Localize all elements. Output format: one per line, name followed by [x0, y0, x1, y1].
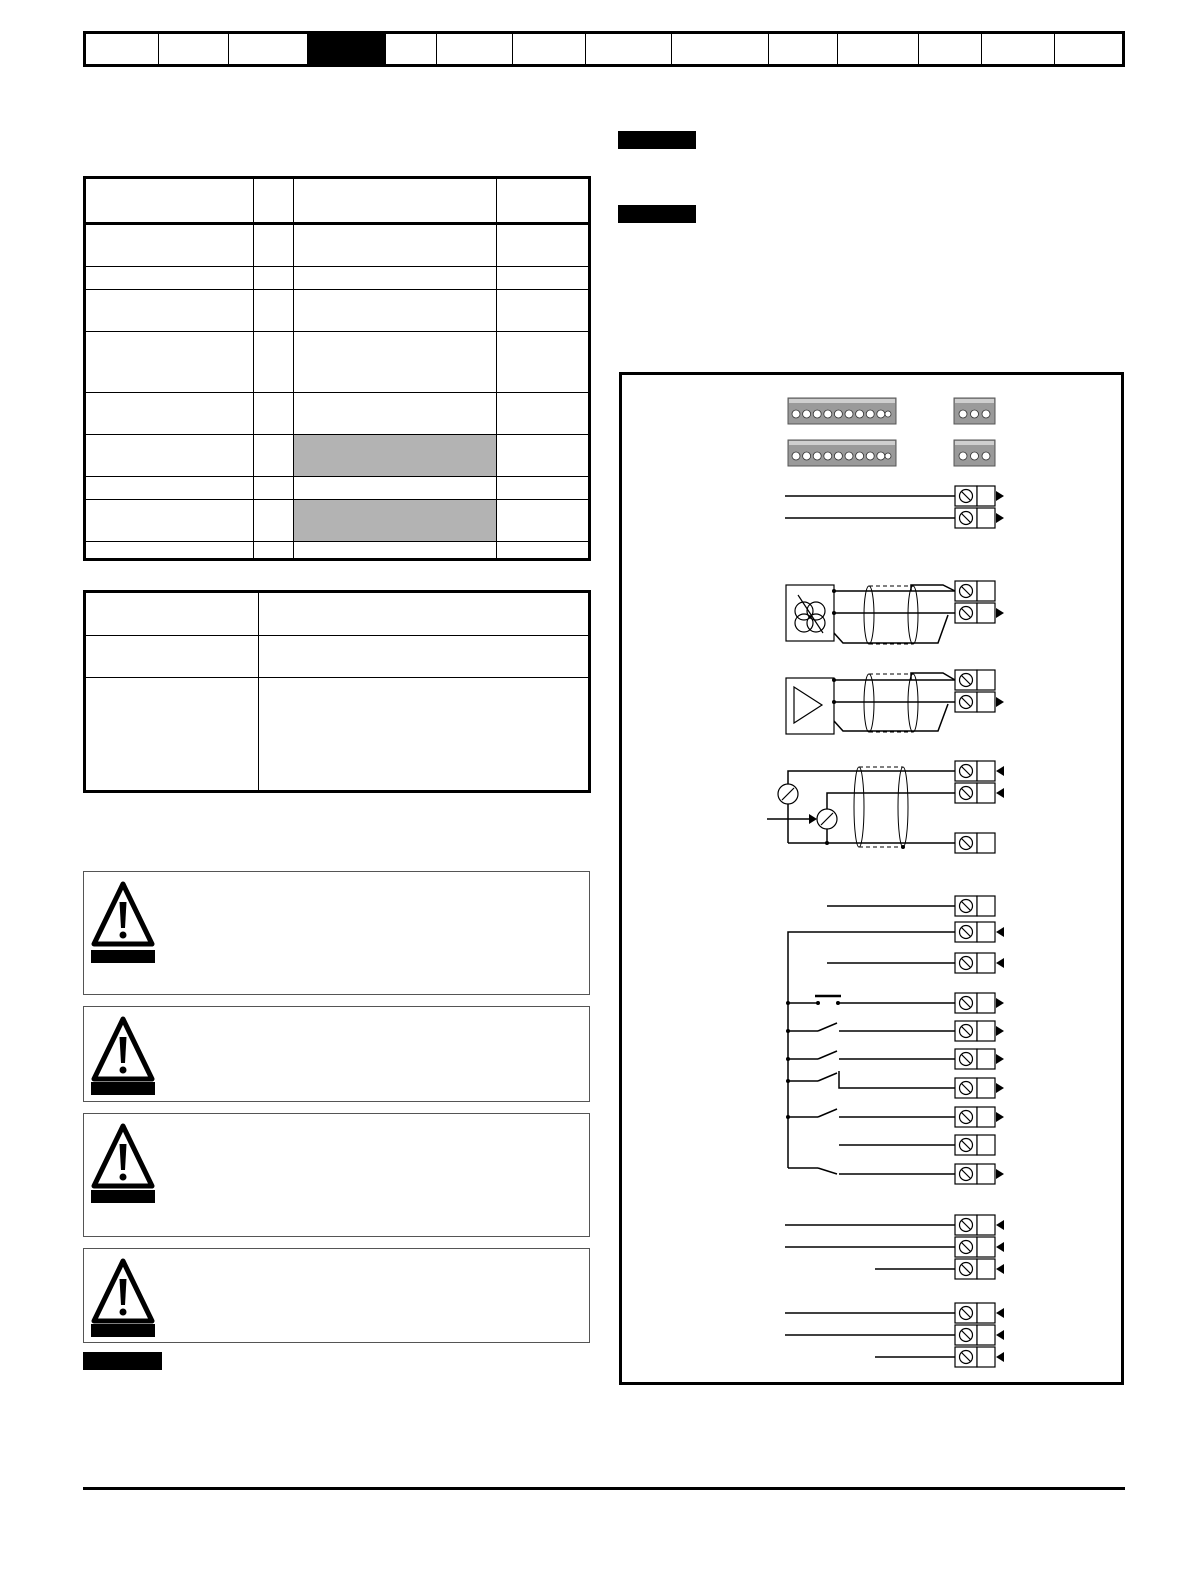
- table-header-cell: [259, 593, 588, 635]
- table-row: [86, 542, 588, 558]
- arrow-left-icon: [996, 1330, 1004, 1340]
- arrow-right-icon: [996, 697, 1004, 707]
- warning-caption: [91, 1190, 155, 1203]
- specification-table: [83, 176, 591, 561]
- table-cell: [86, 678, 259, 790]
- connector-block-icon: [788, 440, 896, 466]
- arrow-left-icon: [996, 788, 1004, 798]
- warning-caption: [91, 1082, 155, 1095]
- nav-tab-4-active[interactable]: [307, 34, 386, 64]
- table-cell: [294, 477, 497, 499]
- warning-triangle-icon: [90, 880, 156, 960]
- wiring-diagram: [619, 372, 1124, 1385]
- arrow-right-icon: [996, 1054, 1004, 1064]
- current-source-icon: [786, 585, 834, 641]
- nav-tab-12[interactable]: [918, 34, 982, 64]
- terminal-icon: [955, 761, 995, 781]
- nav-tab-8[interactable]: [585, 34, 672, 64]
- table-header-cell: [497, 179, 588, 222]
- table-cell: [294, 225, 497, 266]
- table-cell: [259, 636, 588, 677]
- terminal-icon: [955, 922, 995, 942]
- table-cell: [86, 332, 254, 392]
- table-cell: [86, 477, 254, 499]
- arrow-left-icon: [996, 1352, 1004, 1362]
- table-cell: [497, 225, 588, 266]
- table-cell: [497, 332, 588, 392]
- table-cell: [259, 678, 588, 790]
- terminal-icon: [955, 993, 995, 1013]
- table-header-cell: [254, 179, 294, 222]
- arrow-right-icon: [996, 1112, 1004, 1122]
- note-label-bottom: [83, 1352, 162, 1370]
- chapter-nav: [83, 31, 1125, 67]
- table-cell: [294, 267, 497, 289]
- warning-caption: [91, 1324, 155, 1337]
- table-cell: [497, 267, 588, 289]
- terminal-icon: [955, 1164, 995, 1184]
- table-cell: [294, 332, 497, 392]
- nav-tab-10[interactable]: [768, 34, 838, 64]
- table-header: [86, 593, 588, 636]
- terminal-icon: [955, 486, 995, 506]
- table-row: [86, 332, 588, 393]
- terminal-icon: [955, 508, 995, 528]
- table-cell: [254, 435, 294, 476]
- table-header-cell: [294, 179, 497, 222]
- nav-tab-13[interactable]: [981, 34, 1055, 64]
- nav-tab-7[interactable]: [512, 34, 586, 64]
- nav-tab-11[interactable]: [837, 34, 919, 64]
- terminal-icon: [955, 833, 995, 853]
- arrow-right-icon: [996, 1169, 1004, 1179]
- arrow-right-icon: [996, 491, 1004, 501]
- table-row: [86, 393, 588, 435]
- wiring-diagram-svg: [622, 375, 1121, 1382]
- table-header: [86, 179, 588, 225]
- table-cell: [254, 542, 294, 558]
- table-row: [86, 225, 588, 267]
- table-header-cell: [86, 593, 259, 635]
- terminal-icon: [955, 581, 995, 601]
- table-cell-shaded: [294, 500, 497, 541]
- terminal-icon: [955, 896, 995, 916]
- terminal-icon: [955, 1259, 995, 1279]
- table-cell: [254, 477, 294, 499]
- connector-block-icon: [788, 398, 896, 424]
- table-cell: [86, 290, 254, 331]
- warning-box: [83, 1113, 590, 1237]
- arrow-left-icon: [996, 1242, 1004, 1252]
- table-cell: [254, 290, 294, 331]
- terminal-icon: [955, 953, 995, 973]
- arrow-right-icon: [996, 998, 1004, 1008]
- table-header-cell: [86, 179, 254, 222]
- terminal-icon: [955, 603, 995, 623]
- table-cell: [497, 542, 588, 558]
- table-cell: [254, 332, 294, 392]
- table-cell: [294, 290, 497, 331]
- table-cell: [497, 290, 588, 331]
- nav-tab-1[interactable]: [86, 34, 159, 64]
- amplifier-icon: [786, 678, 834, 734]
- warning-box: [83, 1006, 590, 1102]
- terminal-icon: [955, 1049, 995, 1069]
- arrow-right-icon: [996, 513, 1004, 523]
- table-cell: [86, 393, 254, 434]
- arrow-left-icon: [996, 958, 1004, 968]
- table-cell: [86, 500, 254, 541]
- table-row: [86, 500, 588, 542]
- terminal-icon: [955, 1215, 995, 1235]
- table-row: [86, 435, 588, 477]
- terminal-icon: [955, 692, 995, 712]
- nav-tab-3[interactable]: [228, 34, 308, 64]
- arrow-right-icon: [996, 1026, 1004, 1036]
- terminal-icon: [955, 1237, 995, 1257]
- warning-box: [83, 871, 590, 995]
- meter-icon: [778, 784, 837, 829]
- terminal-icon: [955, 1347, 995, 1367]
- shielded-cable-icon: [854, 767, 908, 847]
- table-cell: [86, 267, 254, 289]
- table-row: [86, 290, 588, 332]
- arrow-right-icon: [996, 1083, 1004, 1093]
- arrow-left-icon: [996, 1220, 1004, 1230]
- terminal-icon: [955, 1135, 995, 1155]
- note-label-2: [618, 205, 696, 223]
- table-cell: [497, 393, 588, 434]
- note-label-1: [618, 131, 696, 149]
- warning-box: [83, 1248, 590, 1343]
- nav-tab-9[interactable]: [671, 34, 769, 64]
- terminal-icon: [955, 783, 995, 803]
- terminal-icon: [955, 1325, 995, 1345]
- table-row: [86, 636, 588, 678]
- table-cell: [497, 435, 588, 476]
- table-cell: [497, 500, 588, 541]
- table-cell: [497, 477, 588, 499]
- arrow-left-icon: [996, 766, 1004, 776]
- shielded-cable-icon: [864, 674, 918, 732]
- terminal-icon: [955, 1021, 995, 1041]
- table-cell: [254, 225, 294, 266]
- nav-tab-2[interactable]: [158, 34, 229, 64]
- table-cell: [294, 542, 497, 558]
- nav-tab-14[interactable]: [1054, 34, 1122, 64]
- arrow-left-icon: [996, 1264, 1004, 1274]
- table-row: [86, 678, 588, 790]
- arrow-right-icon: [996, 608, 1004, 618]
- table-cell: [254, 500, 294, 541]
- terminal-icon: [955, 670, 995, 690]
- arrow-left-icon: [996, 1308, 1004, 1318]
- connector-block-icon: [954, 398, 995, 424]
- footer-rule: [83, 1487, 1125, 1490]
- terminal-icon: [955, 1078, 995, 1098]
- connector-block-icon: [954, 440, 995, 466]
- shielded-cable-icon: [864, 586, 918, 644]
- table-row: [86, 477, 588, 500]
- table-cell: [86, 435, 254, 476]
- terminal-icon: [955, 1303, 995, 1323]
- table-cell: [86, 542, 254, 558]
- table-cell: [294, 393, 497, 434]
- table-cell: [254, 393, 294, 434]
- nav-tab-5[interactable]: [385, 34, 437, 64]
- nav-tab-6[interactable]: [436, 34, 513, 64]
- table-cell: [86, 225, 254, 266]
- table-cell: [86, 636, 259, 677]
- arrow-left-icon: [996, 927, 1004, 937]
- terminal-icon: [955, 1107, 995, 1127]
- table-cell: [254, 267, 294, 289]
- description-table: [83, 590, 591, 793]
- table-row: [86, 267, 588, 290]
- warning-caption: [91, 950, 155, 963]
- table-cell-shaded: [294, 435, 497, 476]
